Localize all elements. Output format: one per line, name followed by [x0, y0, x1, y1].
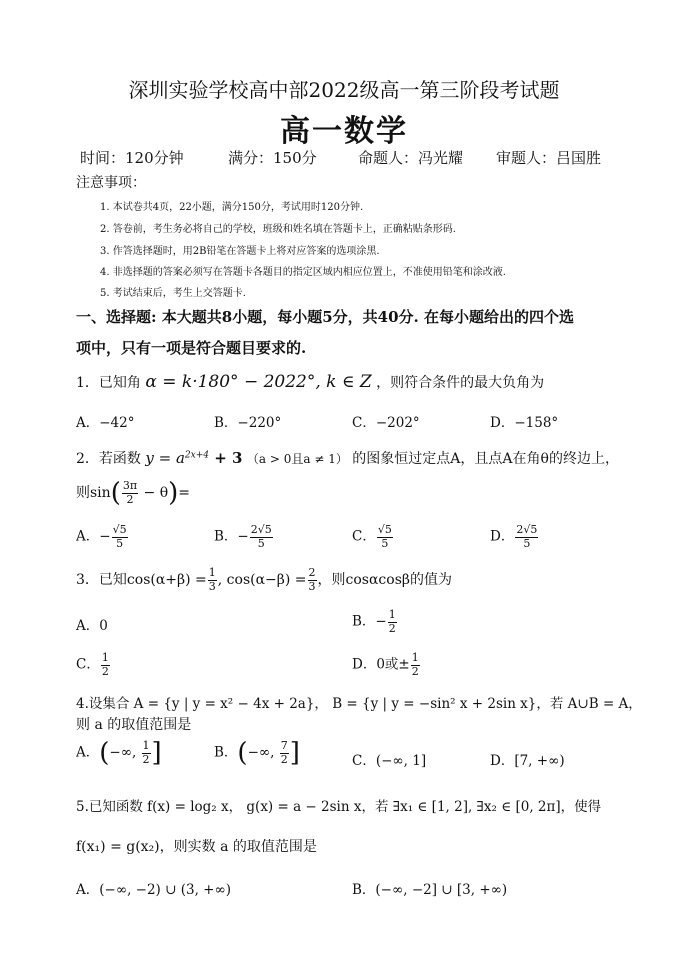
question-5-cont: f(x₁) = g(x₂)，则实数 a 的取值范围是: [76, 839, 317, 855]
q2-func: y = a: [145, 449, 185, 467]
q2-option-c: C． $\frac{√5}{5}$: [352, 523, 392, 550]
q2-option-d: D． $\frac{2√5}{5}$: [490, 523, 538, 550]
paren-left: (: [110, 478, 121, 508]
q1-option-d: D．−158°: [490, 415, 559, 431]
note-item: 1. 本试卷共4页，22小题，满分150分，考试用时120分钟.: [100, 202, 364, 213]
q3-option-a: A．0: [76, 618, 108, 634]
subject-title: 高一数学: [280, 114, 408, 149]
reviewer: 审题人：吕国胜: [496, 149, 602, 167]
paren-right: ): [168, 478, 179, 508]
q2-plus: + 3: [208, 449, 243, 467]
note-item: 3. 作答选择题时，用2B铅笔在答题卡上将对应答案的选项涂黑.: [100, 246, 380, 257]
fraction: $\frac{3\pi}{2}$: [122, 478, 138, 506]
notes-title: 注意事项：: [76, 175, 146, 191]
question-4: 4.设集合 A = {y | y = x² − 4x + 2a}， B = {y | y = −sin² x + 2sin x}，若 A∪B = A，: [76, 696, 642, 712]
exam-title: 深圳实验学校高中部2022级高一第三阶段考试题: [128, 78, 560, 102]
q3-option-d: D．0或± $\frac{1}{2}$: [352, 651, 419, 678]
exam-time: 时间：120分钟: [80, 149, 184, 167]
q3-option-b: B．− $\frac{1}{2}$: [352, 608, 396, 635]
q1-prefix: 1．已知角: [76, 375, 141, 391]
q3-cos-diff: cos(α−β) =: [226, 572, 307, 589]
question-setter: 命题人：冯光耀: [358, 149, 464, 167]
question-2: [76, 448, 619, 468]
section-heading: 一、选择题: 本大题共8小题，每小题5分，共40分. 在每小题给出的四个选: [76, 308, 574, 326]
q4-option-a: A．(−∞, $\frac{1}{2}$ ]: [76, 738, 162, 768]
q2-ask: 则sin( $\frac{3\pi}{2}$ − θ)=: [76, 478, 191, 508]
q4-option-c: C．(−∞, 1]: [352, 753, 427, 769]
full-score: 满分：150分: [228, 149, 317, 167]
question-3: 3．已知cos(α+β) = $\frac{1}{3}$ , cos(α−β) = $\frac{2}{3}$ ，则cosαcosβ的值为: [76, 566, 452, 593]
q4-option-b: B．(−∞, $\frac{7}{2}$ ]: [214, 738, 300, 768]
q2-condition: （a > 0且a ≠ 1）: [246, 452, 348, 466]
note-item: 4. 非选择题的答案必须写在答题卡各题目的指定区域内相应位置上，不准使用铅笔和涂改液.: [100, 267, 506, 278]
q2-suffix: 的图象恒过定点A，且点A在角θ的终边上，: [352, 451, 619, 467]
question-1: [76, 372, 544, 392]
q3-cos-sum: cos(α+β) =: [126, 572, 207, 589]
q2-exponent: 2x+4: [184, 450, 209, 461]
q5-option-a: A．(−∞, −2) ∪ (3, +∞): [76, 882, 231, 898]
q2-option-b: B．− $\frac{2√5}{5}$: [214, 523, 272, 550]
q1-option-b: B．−220°: [214, 415, 282, 431]
q1-formula: α = k·180° − 2022°, k ∈ Z: [145, 372, 372, 392]
q2-option-a: A．− $\frac{√5}{5}$: [76, 523, 127, 550]
q2-prefix: 2．若函数: [76, 451, 141, 467]
q2-ask-prefix: 则sin: [76, 485, 111, 501]
q1-option-c: C．−202°: [352, 415, 420, 431]
question-4-cont: 则 a 的取值范围是: [76, 717, 192, 733]
question-5: 5.已知函数 f(x) = log₂ x， g(x) = a − 2sin x，若 ∃x₁ ∈ [1, 2], ∃x₂ ∈ [0, 2π]，使得: [76, 799, 602, 815]
q1-suffix: ，则符合条件的最大负角为: [376, 375, 545, 391]
q1-option-a: A．−42°: [76, 415, 135, 431]
section-heading-cont: 项中，只有一项是符合题目要求的.: [76, 339, 307, 357]
q4-option-d: D．[7, +∞): [490, 753, 565, 769]
q3-option-c: C． $\frac{1}{2}$: [76, 651, 109, 678]
note-item: 5. 考试结束后，考生上交答题卡.: [100, 288, 246, 299]
note-item: 2. 答卷前，考生务必将自己的学校，班级和姓名填在答题卡上，正确粘贴条形码.: [100, 224, 456, 235]
q5-option-b: B．(−∞, −2] ∪ [3, +∞): [352, 882, 508, 898]
